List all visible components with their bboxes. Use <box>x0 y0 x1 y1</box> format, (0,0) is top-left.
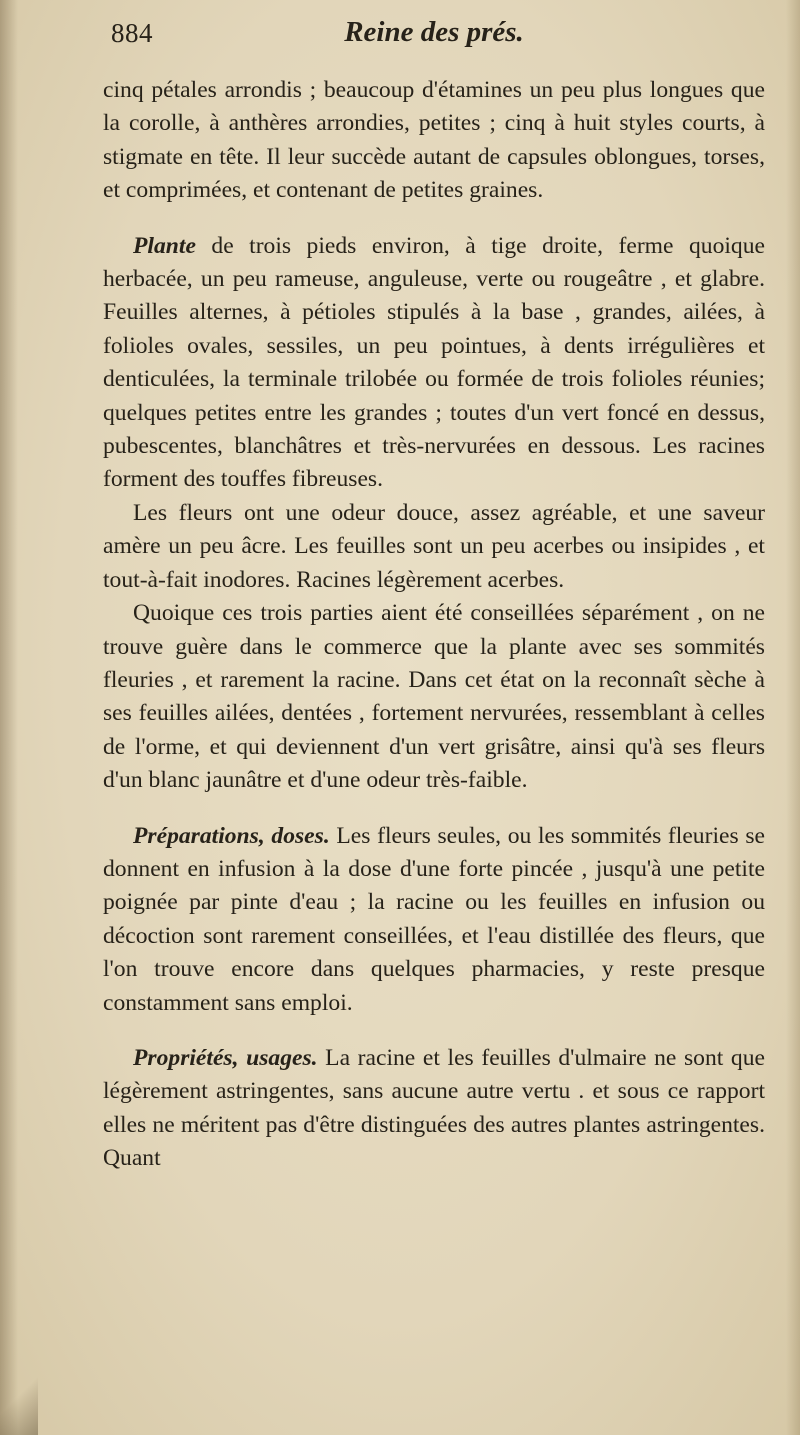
running-title: Reine des prés. <box>344 16 524 48</box>
page-number: 884 <box>111 18 153 48</box>
paragraph-text: Quoique ces trois parties aient été conseillées séparément , on ne trouve guère dans le commerce que la plante avec ses sommités fleuries , et rarement la racine. Dans cet état on la reconnaît sèche à ses feuilles ailées, dentées , fortement nervurées, ressemblant à celles de l'orme, et qui deviennent d'un vert grisâtre, ainsi qu'à ses fleurs d'un blanc jaunâtre et d'une odeur très-faible. <box>103 600 765 794</box>
binding-shadow <box>0 0 18 1435</box>
paragraph-flower-description <box>103 74 765 208</box>
paragraph-plant-description <box>103 230 765 497</box>
page-edge-shadow <box>786 0 800 1435</box>
paragraph-text: cinq pétales arrondis ; beaucoup d'étamines un peu plus longues que la corolle, à anthères arrondies, petites ; cinq à huit styles courts, à stigmate en tête. Il leur succède autant de capsules oblongues, torses, et comprimées, et contenant de petites graines. <box>103 77 765 204</box>
paragraph-commerce <box>103 597 765 797</box>
page-content <box>103 14 765 1176</box>
paragraph-preparations <box>103 820 765 1020</box>
page-corner-shadow <box>0 1375 38 1435</box>
paragraph-text: Les fleurs ont une odeur douce, assez agréable, et une saveur amère un peu âcre. Les feuilles sont un peu acerbes ou insipides , et tout-à-fait inodores. Racines légèrement acerbes. <box>103 499 765 593</box>
paragraph-text: de trois pieds environ, à tige droite, ferme quoique herbacée, un peu rameuse, anguleuse, verte ou rougeâtre , et glabre. Feuilles alternes, à pétioles stipulés à la base , grandes, ailées, à folioles ovales, sessiles, un peu pointues, à dents irrégulières et denticulées, la terminale trilobée ou formée de trois folioles réunies; quelques petites entre les grandes ; toutes d'un vert foncé en dessus, pubescentes, blanchâtres et très-nervurées en dessous. Les racines forment des touffes fibreuses. <box>103 232 765 493</box>
section-lead-preparations: Préparations, doses. <box>133 822 330 849</box>
paragraph-text: La racine et les feuilles d'ulmaire ne sont que légèrement astringentes, sans aucune autre vertu . et sous ce rapport elles ne méritent pas d'être distinguées des autres plantes astringentes. Quant <box>103 1044 765 1172</box>
paragraph-properties <box>103 1042 765 1176</box>
paragraph-odor-taste <box>103 497 765 597</box>
section-lead-proprietes: Propriétés, usages. <box>133 1044 318 1071</box>
section-lead-plante: Plante <box>133 232 196 259</box>
paragraph-text: Les fleurs seules, ou les sommités fleuries se donnent en infusion à la dose d'une forte pincée , jusqu'à une petite poignée par pinte d'eau ; la racine ou les feuilles en infusion ou décoction sont rarement conseillées, et l'eau distillée des fleurs, que l'on trouve encore dans quelques pharmacies, y reste presque constamment sans emploi. <box>103 822 765 1016</box>
page-header <box>103 14 765 74</box>
